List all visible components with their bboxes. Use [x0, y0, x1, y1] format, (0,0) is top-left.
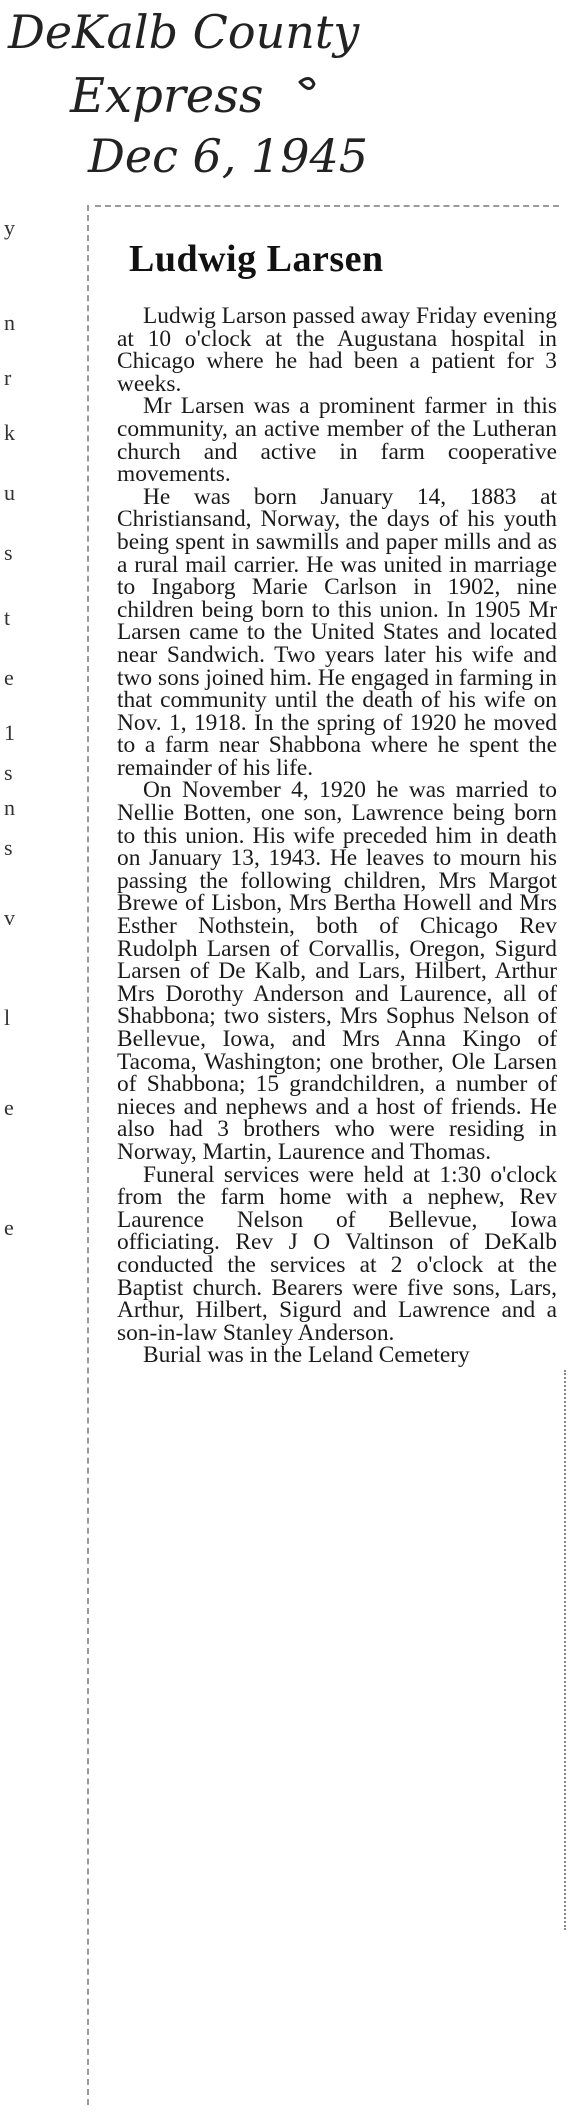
- fragment-letter: s: [4, 540, 13, 565]
- handwritten-annotation: [0, 0, 579, 200]
- clipping-top-edge: [95, 205, 559, 207]
- fragment-letter: v: [4, 905, 15, 930]
- adjacent-column-fragment: [0, 215, 40, 1815]
- fragment-letter: e: [4, 1215, 14, 1240]
- fragment-letter: y: [4, 215, 15, 240]
- fragment-letter: k: [4, 420, 15, 445]
- fragment-letter: s: [4, 760, 13, 785]
- paragraph: Funeral services were held at 1:30 o'clock from the farm home with a nephew, Rev Laurence Nelson of Bellevue, Iowa officiating. Rev J O Valtinson of DeKalb conducted the services at 2 o'clock at the Baptist church. Bearers were five sons, Lars, Arthur, Hilbert, Sigurd and Lawrence and a son-in-law Stanley Anderson.: [117, 1161, 557, 1346]
- obituary-body: [117, 305, 557, 1367]
- handwriting-svg: [0, 0, 579, 200]
- fragment-letter: n: [4, 310, 15, 335]
- paragraph: On November 4, 1920 he was married to Nellie Botten, one son, Lawrence being born to this union. His wife preceded him in death on January 13, 1943. He leaves to mourn his passing the following children, Mrs Margot Brewe of Lisbon, Mrs Bertha Howell and Mrs Esther Nothstein, both of Chicago Rev Rudolph Larsen of Corvallis, Oregon, Sigurd Larsen of De Kalb, and Lars, Hilbert, Arthur Mrs Dorothy Anderson and Laurence, all of Shabbona; two sisters, Mrs Sophus Nelson of Bellevue, Iowa, and Mrs Anna Kingo of Tacoma, Washington; one brother, Ole Larsen of Shabbona; 15 grandchildren, a number of nieces and nephews and a host of friends. He also had 3 brothers who were residing in Norway, Martin, Laurence and Thomas.: [117, 777, 557, 1165]
- paragraph: Burial was in the Leland Cemetery: [143, 1342, 470, 1369]
- paragraph: Ludwig Larson passed away Friday evening at 10 o'clock at the Augustana hospital in Chicago where he had been a patient for 3 weeks.: [117, 303, 557, 397]
- annotation-line-2: Express: [70, 68, 264, 124]
- annotation-line-1: DeKalb County: [8, 5, 360, 59]
- annotation-line-3: Dec 6, 1945: [88, 129, 369, 183]
- paragraph: Mr Larsen was a prominent farmer in this community, an active member of the Lutheran church and active in farm cooperative movements.: [117, 393, 557, 488]
- fragment-letter: s: [4, 835, 13, 860]
- ink-mark: [300, 78, 314, 88]
- fragment-letter: u: [4, 480, 15, 505]
- paragraph: He was born January 14, 1883 at Christiansand, Norway, the days of his youth being spent in sawmills and paper mills and as a rural mail carrier. He was united in marriage to Ingaborg Marie Carlson in 1902, nine children being born to this union. In 1905 Mr Larsen came to the United States and located near Sandwich. Two years later his wife and two sons joined him. He engaged in farming in that community until the death of his wife on Nov. 1, 1918. In the spring of 1920 he moved to a farm near Shabbona where he spent the remainder of his life.: [117, 483, 557, 781]
- fragment-letter: r: [4, 365, 12, 390]
- fragment-letter: e: [4, 665, 14, 690]
- clipping-right-edge: [564, 1370, 578, 1930]
- fragment-letter: n: [4, 795, 15, 820]
- fragment-letter: l: [4, 1005, 11, 1030]
- obituary-headline: Ludwig Larsen: [129, 238, 384, 280]
- fragment-letter: t: [4, 605, 11, 630]
- fragment-letter: 1: [4, 720, 15, 745]
- fragment-letter: e: [4, 1095, 14, 1120]
- newspaper-clipping: [87, 205, 559, 2105]
